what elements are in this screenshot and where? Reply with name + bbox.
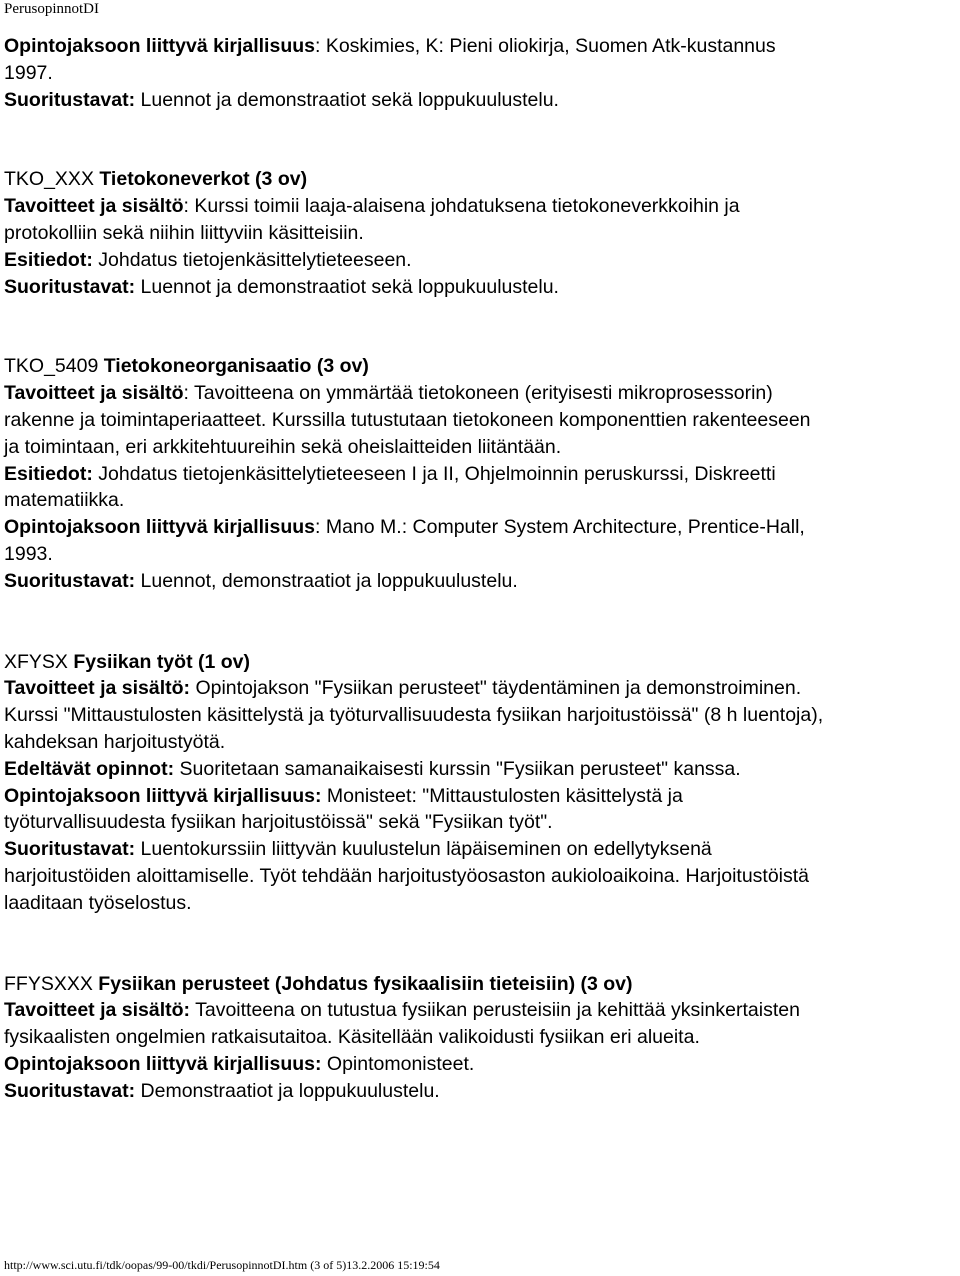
- goals-text: : Kurssi toimii laaja-alaisena johdatuksena tietokoneverkkoihin ja: [183, 195, 740, 218]
- literature-line: [4, 783, 954, 810]
- course-xfysx: [4, 649, 954, 917]
- course-heading: [4, 971, 954, 998]
- method-line-2: harjoitustöiden aloittamiselle. Työt tehdään harjoitustyöosaston aukioloaikoina. Harjoitustöistä: [4, 864, 810, 887]
- prerequisites-line: [4, 247, 954, 274]
- goals-text: Tavoitteena on tutustua fysiikan perusteisiin ja kehittää yksinkertaisten: [190, 999, 800, 1022]
- course-heading: [4, 649, 954, 676]
- course-tko-xxx: [4, 166, 954, 300]
- course-title: Fysiikan työt (1 ov): [73, 650, 250, 673]
- goals-label: Tavoitteet ja sisältö:: [4, 999, 191, 1022]
- method-label: Suoritustavat:: [4, 1079, 136, 1102]
- goals-line-2: protokolliin sekä niihin liittyviin käsitteisiin.: [4, 221, 364, 244]
- literature-text: Opintomonisteet.: [321, 1052, 475, 1075]
- method-label: Suoritustavat:: [4, 275, 136, 298]
- course-code: TKO_5409: [4, 355, 104, 378]
- intro-block: [4, 33, 954, 113]
- goals-text: : Tavoitteena on ymmärtää tietokoneen (erityisesti mikroprosessorin): [183, 382, 773, 405]
- literature-line: [4, 1051, 954, 1078]
- prerequisites-text: Johdatus tietojenkäsittelytieteeseen.: [92, 248, 412, 271]
- method-text: Luennot ja demonstraatiot sekä loppukuulustelu.: [135, 275, 559, 298]
- literature-label: Opintojaksoon liittyvä kirjallisuus:: [4, 784, 322, 807]
- literature-line-2: työturvallisuudesta fysiikan harjoitustöissä" sekä "Fysiikan työt".: [4, 811, 553, 834]
- prior-studies-line: [4, 756, 954, 783]
- intro-literature-line-2: 1997.: [4, 61, 53, 84]
- goals-line-3: ja toimintaan, eri arkkitehtuureihin sekä oheislaitteiden liitäntään.: [4, 435, 562, 458]
- literature-text: : Mano M.: Computer System Architecture, Prentice-Hall,: [315, 516, 805, 539]
- course-title: Tietokoneverkot (3 ov): [99, 168, 308, 191]
- goals-label: Tavoitteet ja sisältö:: [4, 677, 191, 700]
- course-code: TKO_XXX: [4, 168, 100, 191]
- goals-line: [4, 997, 954, 1024]
- goals-line-2: fysikaalisten ongelmien ratkaisutaitoa. Käsitellään valikoidusti fysiikan eri alueita.: [4, 1026, 700, 1049]
- page-footer-url: http://www.sci.utu.fi/tdk/oopas/99-00/tkdi/PerusopinnotDI.htm (3 of 5)13.2.2006 15:19:54: [4, 1258, 440, 1272]
- prior-studies-text: Suoritetaan samanaikaisesti kurssin "Fysiikan perusteet" kanssa.: [174, 757, 741, 780]
- goals-line: [4, 380, 954, 407]
- goals-line-2: rakenne ja toimintaperiaatteet. Kurssilla tutustutaan tietokoneen komponenttien rakenteeseen: [4, 408, 811, 431]
- course-title: Fysiikan perusteet (Johdatus fysikaalisiin tieteisiin) (3 ov): [98, 972, 633, 995]
- goals-text: Opintojakson "Fysiikan perusteet" täydentäminen ja demonstroiminen.: [190, 677, 802, 700]
- method-text: Luentokurssiin liittyvän kuulustelun läpäiseminen on edellytyksenä: [135, 838, 712, 861]
- prerequisites-label: Esitiedot:: [4, 462, 93, 485]
- goals-line: [4, 193, 954, 220]
- prior-studies-label: Edeltävät opinnot:: [4, 757, 175, 780]
- goals-line: [4, 675, 954, 702]
- method-label: Suoritustavat:: [4, 88, 136, 111]
- literature-line-2: 1993.: [4, 542, 53, 565]
- prerequisites-line: [4, 461, 954, 488]
- method-line: [4, 568, 954, 595]
- course-tko-5409: [4, 353, 954, 594]
- intro-literature-line: [4, 33, 954, 60]
- course-heading: [4, 353, 954, 380]
- literature-label: Opintojaksoon liittyvä kirjallisuus:: [4, 1052, 322, 1075]
- course-heading: [4, 166, 954, 193]
- literature-label: Opintojaksoon liittyvä kirjallisuus: [4, 35, 315, 57]
- prerequisites-label: Esitiedot:: [4, 248, 93, 271]
- method-text: Luennot, demonstraatiot ja loppukuulustelu.: [135, 569, 518, 592]
- literature-line: [4, 514, 954, 541]
- prerequisites-line-2: matematiikka.: [4, 489, 125, 512]
- course-code: XFYSX: [4, 650, 74, 673]
- method-line: [4, 1078, 954, 1105]
- method-line-3: laaditaan työselostus.: [4, 891, 192, 914]
- literature-text: Monisteet: "Mittaustulosten käsittelystä ja: [321, 784, 683, 807]
- method-text: Demonstraatiot ja loppukuulustelu.: [135, 1079, 440, 1102]
- literature-label: Opintojaksoon liittyvä kirjallisuus: [4, 516, 315, 539]
- intro-method-line: [4, 87, 954, 114]
- literature-text: : Koskimies, K: Pieni oliokirja, Suomen Atk-kustannus: [315, 35, 776, 57]
- goals-line-3: kahdeksan harjoitustyötä.: [4, 730, 226, 753]
- course-code: FFYSXXX: [4, 972, 99, 995]
- document-content: [4, 33, 954, 1105]
- course-title: Tietokoneorganisaatio (3 ov): [103, 355, 369, 378]
- page-header: PerusopinnotDI: [4, 1, 99, 17]
- goals-label: Tavoitteet ja sisältö: [4, 382, 184, 405]
- method-label: Suoritustavat:: [4, 569, 136, 592]
- method-line: [4, 274, 954, 301]
- method-line: [4, 836, 954, 863]
- method-label: Suoritustavat:: [4, 838, 136, 861]
- goals-line-2: Kurssi "Mittaustulosten käsittelystä ja työturvallisuudesta fysiikan harjoitustöissä" (8 h luentoja),: [4, 704, 824, 727]
- prerequisites-text: Johdatus tietojenkäsittelytieteeseen I ja II, Ohjelmoinnin peruskurssi, Diskreetti: [92, 462, 776, 485]
- method-text: Luennot ja demonstraatiot sekä loppukuulustelu.: [135, 88, 559, 111]
- course-ffysxxx: [4, 971, 954, 1105]
- goals-label: Tavoitteet ja sisältö: [4, 195, 184, 218]
